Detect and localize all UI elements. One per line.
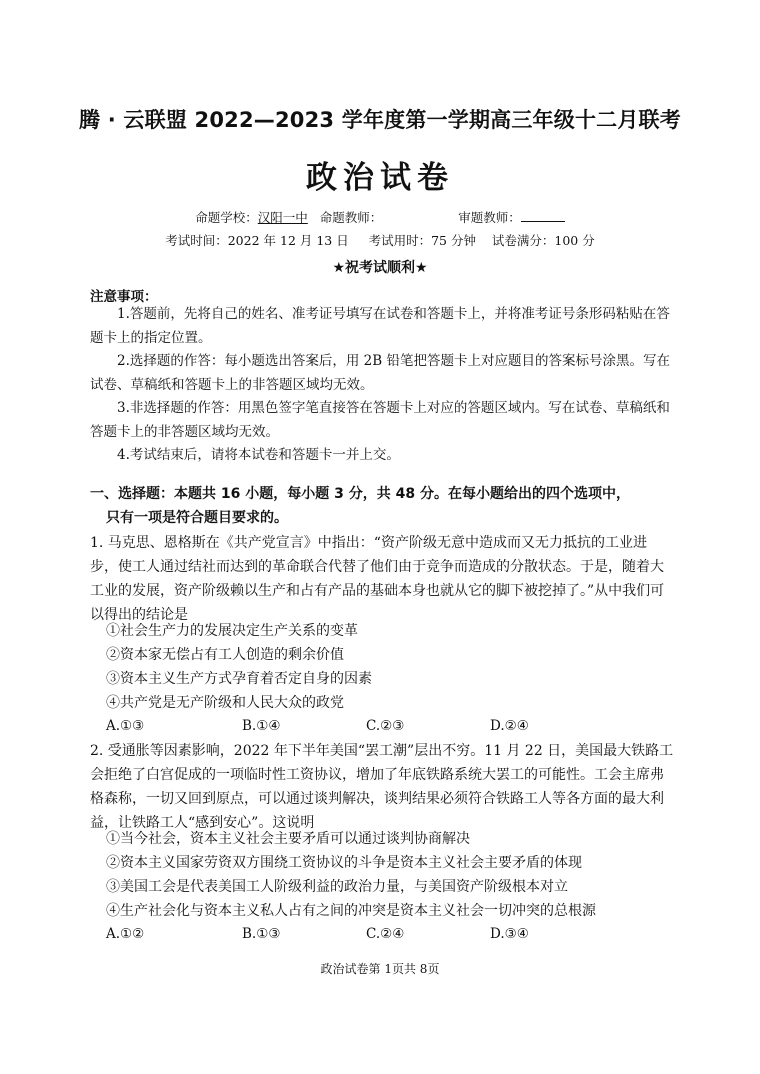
question-2-choice-a: A.①②	[106, 926, 145, 942]
blessing: ★祝考试顺利★	[332, 260, 428, 276]
question-1-option: ④共产党是无产阶级和人民大众的政党	[106, 695, 344, 711]
section-heading: 一、选择题：本题共 16 小题，每小题 3 分，共 48 分。在每小题给出的四个选项中，	[90, 486, 630, 502]
exam-time: 考试时间：2022 年 12 月 13 日	[165, 233, 349, 248]
exam-duration: 考试用时：75 分钟	[368, 233, 476, 248]
author-label: 命题教师：	[319, 210, 383, 225]
question-2-option: ①当今社会，资本主义社会主要矛盾可以通过谈判协商解决	[106, 831, 470, 847]
question-1-choice-d: D.②④	[490, 718, 529, 734]
question-2-stem: 2. 受通胀等因素影响，2022 年下半年美国“罢工潮”层出不穷。11 月 22 日，美国最大铁路工会拒绝了白宫促成的一项临时性工资协议，增加了年底铁路系统大罢工的可能性。工会主席弗格森称，一切又回到原点，可以通过谈判解决，谈判结果必须符合铁路工人等各方面的最大利益，让铁路工人“感到安心”。这说明	[90, 743, 674, 831]
reviewer-label: 审题教师：	[458, 210, 521, 225]
exam-score: 试卷满分：100 分	[491, 233, 595, 248]
question-2-option: ④生产社会化与资本主义私人占有之间的冲突是资本主义社会一切冲突的总根源	[106, 903, 596, 919]
school-label: 命题学校：	[195, 210, 258, 225]
question-2-option: ②资本主义国家劳资双方围绕工资协议的斗争是资本主义社会主要矛盾的体现	[106, 855, 582, 871]
question-1-choice-c: C.②③	[366, 718, 405, 734]
notice-title: 注意事项：	[90, 289, 158, 305]
notice-item: 4.考试结束后，请将本试卷和答题卡一并上交。	[117, 447, 400, 463]
question-1-choice-a: A.①③	[106, 718, 145, 734]
question-1-stem: 1. 马克思、恩格斯在《共产党宣言》中指出：“资产阶级无意中造成而又无力抵抗的工业进步，使工人通过结社而达到的革命联合代替了他们由于竞争而造成的分散状态。于是，随着大工业的发展，资产阶级赖以生产和占有产品的基础本身也就从它的脚下被挖掉了。”从中我们可以得出的结论是	[90, 535, 665, 623]
notice-item: 3.非选择题的作答：用黑色签字笔直接答在答题卡上对应的答题区域内。写在试卷、草稿纸和答题卡上的非答题区域均无效。	[90, 400, 670, 440]
reviewer-blank	[521, 208, 565, 222]
question-1-choice-b: B.①④	[242, 718, 281, 734]
notice-item: 2.选择题的作答：每小题选出答案后，用 2B 铅笔把答题卡上对应题目的答案标号涂黑。写在试卷、草稿纸和答题卡上的非答题区域均无效。	[90, 353, 670, 393]
question-1-option: ①社会生产力的发展决定生产关系的变革	[106, 623, 358, 639]
question-1-option: ②资本家无偿占有工人创造的剩余价值	[106, 647, 344, 663]
notice-item: 1.答题前，先将自己的姓名、准考证号填写在试卷和答题卡上，并将准考证号条形码粘贴在答题卡上的指定位置。	[90, 306, 670, 346]
exam-info-line	[0, 231, 760, 249]
section-heading-cont: 只有一项是符合题目要求的。	[106, 510, 288, 526]
exam-title: 腾 · 云联盟 2022—2023 学年度第一学期高三年级十二月联考	[79, 108, 681, 132]
question-2-option: ③美国工会是代表美国工人阶级利益的政治力量，与美国资产阶级根本对立	[106, 879, 568, 895]
question-2-choice-b: B.①③	[242, 926, 281, 942]
school-name: 汉阳一中	[257, 210, 308, 225]
author-line	[0, 208, 760, 226]
question-2-choice-c: C.②④	[366, 926, 405, 942]
page-footer: 政治试卷第 1页共 8页	[320, 962, 440, 976]
subject-title: 政治试卷	[306, 160, 454, 196]
question-1-option: ③资本主义生产方式孕育着否定自身的因素	[106, 671, 372, 687]
question-2-choice-d: D.③④	[490, 926, 529, 942]
